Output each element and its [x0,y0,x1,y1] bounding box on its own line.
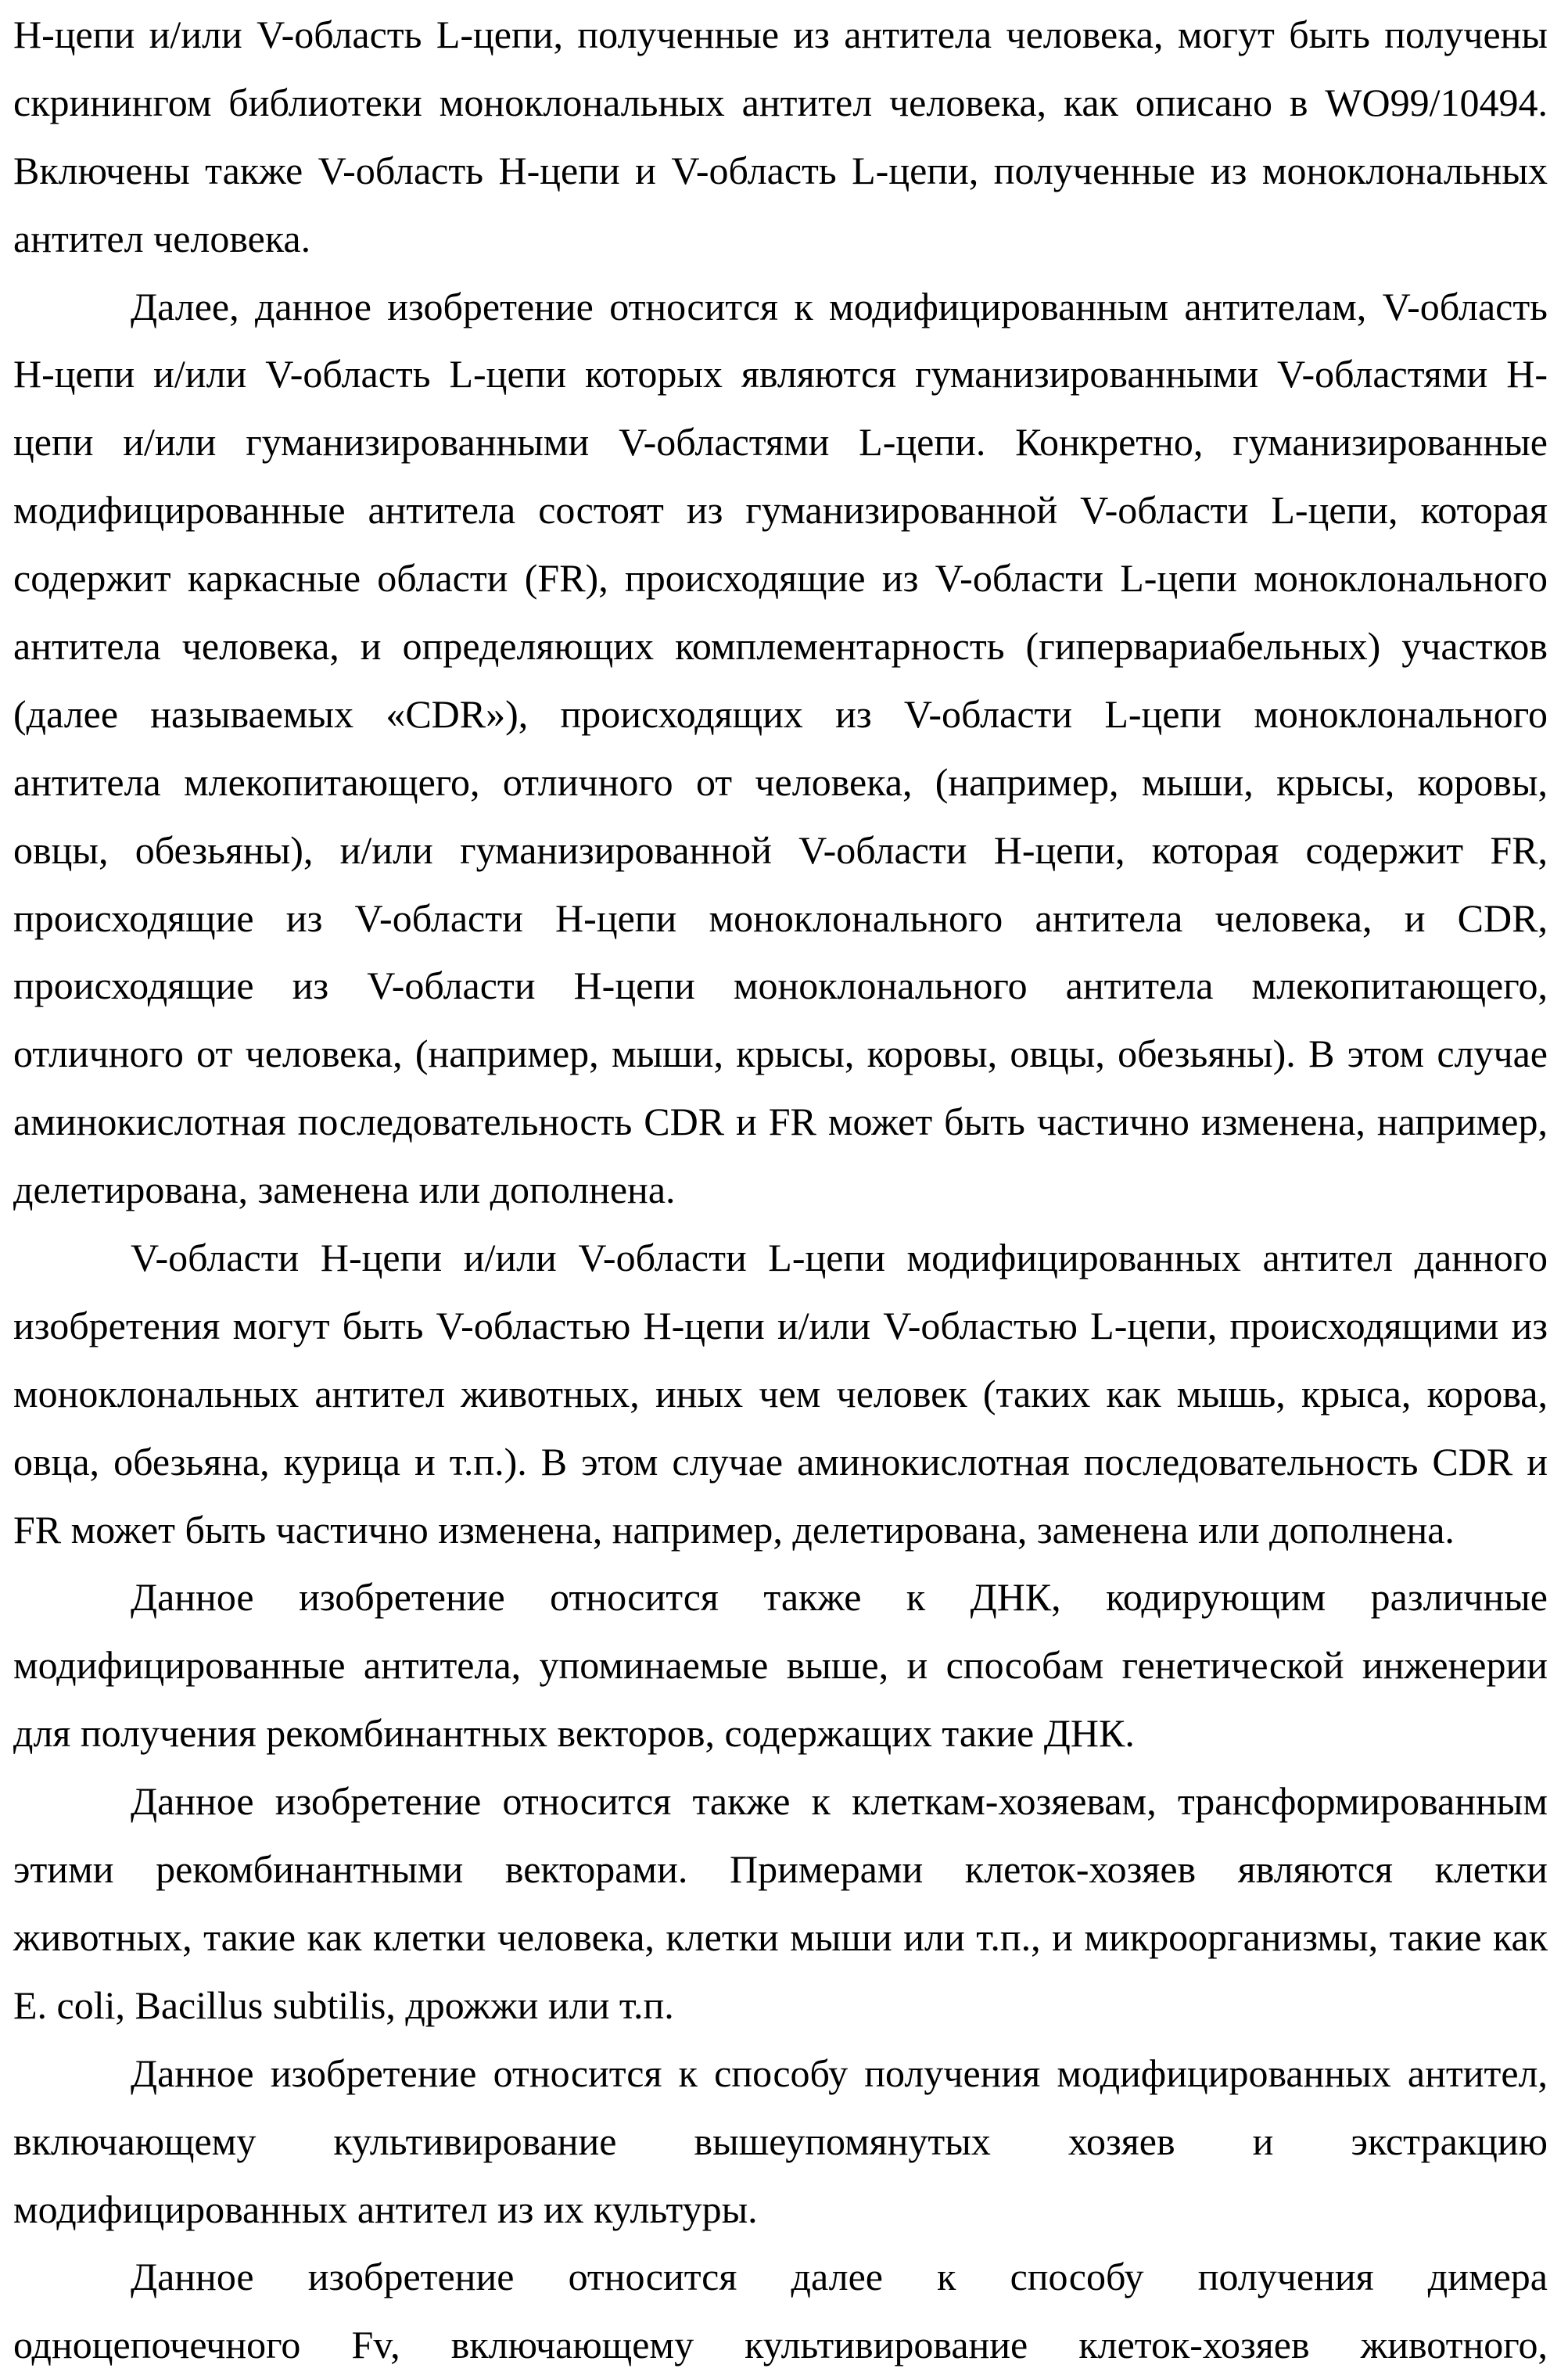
text-line: животных, такие как клетки человека, клетки мыши или т.п., и микроорганизмы, такие как [13,1914,1548,1959]
text-line: включающему культивирование вышеупомянутых хозяев и экстракцию [13,2119,1548,2163]
paragraph-3 [13,1224,1548,1563]
text-line: моноклональных антител животных, иных чем человек (таких как мышь, крыса, корова, [13,1371,1548,1416]
text-line: для получения рекомбинантных векторов, содержащих такие ДНК. [13,1711,1135,1756]
text-line: H-цепи и/или V-область L-цепи, полученные из антитела человека, могут быть получены [13,13,1548,56]
text-line: отличного от человека, (например, мыши, крысы, коровы, овцы, обезьяны). В этом случае [13,1032,1548,1076]
text-line: скринингом библиотеки моноклональных антител человека, как описано в WO99/10494. [13,80,1548,124]
text-line: Включены также V-область H-цепи и V-область L-цепи, полученные из моноклональных [13,148,1548,192]
text-line: содержит каркасные области (FR), происходящие из V-области L-цепи моноклонального [13,556,1548,601]
text-line: модифицированные антитела состоят из гуманизированной V-области L-цепи, которая [13,488,1548,533]
text-line: изобретения могут быть V-областью H-цепи и/или V-областью L-цепи, происходящими из [13,1303,1548,1347]
document-page [13,0,1548,2379]
text-line: антитела человека, и определяющих комплементарность (гипервариабельных) участков [13,624,1548,669]
paragraph-2 [13,273,1548,1224]
text-line: одноцепочечного Fv, включающему культивирование клеток-хозяев животного, [13,2323,1548,2367]
text-line: этими рекомбинантными векторами. Примерами клеток-хозяев являются клетки [13,1847,1548,1892]
paragraph-6 [13,2040,1548,2244]
text-line: V-области H-цепи и/или V-области L-цепи модифицированных антител данного [131,1236,1548,1280]
text-line: овцы, обезьяны), и/или гуманизированной V-области H-цепи, которая содержит FR, [13,827,1548,872]
text-line: Данное изобретение относится также к клеткам-хозяевам, трансформированным [131,1779,1548,1824]
text-line: Далее, данное изобретение относится к модифицированным антителам, V-область [131,284,1548,328]
text-line: FR может быть частично изменена, например, делетирована, заменена или дополнена. [13,1507,1455,1552]
text-line: H-цепи и/или V-область L-цепи которых являются гуманизированными V-областями H- [13,352,1548,396]
text-line: Данное изобретение относится также к ДНК, кодирующим различные [131,1575,1548,1620]
paragraph-4 [13,1563,1548,1767]
text-line: E. coli, Bacillus subtilis, дрожжи или т.п. [13,1982,674,2027]
paragraph-5 [13,1767,1548,2040]
paragraph-7 [13,2243,1548,2379]
text-line: (далее называемых «CDR»), происходящих из V-области L-цепи моноклонального [13,691,1548,736]
text-line: цепи и/или гуманизированными V-областями L-цепи. Конкретно, гуманизированные [13,420,1548,465]
text-line: антител человека. [13,216,311,260]
text-line: Данное изобретение относится далее к способу получения димера [131,2255,1548,2299]
text-line: происходящие из V-области H-цепи моноклонального антитела человека, и CDR, [13,895,1548,940]
text-line: антитела млекопитающего, отличного от человека, (например, мыши, крысы, коровы, [13,759,1548,804]
text-line: модифицированные антитела, упоминаемые выше, и способам генетической инженерии [13,1643,1548,1688]
text-line: Данное изобретение относится к способу получения модифицированных антител, [131,2051,1548,2095]
text-line: модифицированных антител из их культуры. [13,2187,758,2231]
paragraph-1 [13,1,1548,273]
text-line: происходящие из V-области H-цепи моноклонального антитела млекопитающего, [13,963,1548,1008]
text-line: аминокислотная последовательность CDR и FR может быть частично изменена, например, [13,1100,1548,1144]
text-line: овца, обезьяна, курица и т.п.). В этом случае аминокислотная последовательность CDR и [13,1439,1548,1484]
text-line: делетирована, заменена или дополнена. [13,1168,676,1212]
